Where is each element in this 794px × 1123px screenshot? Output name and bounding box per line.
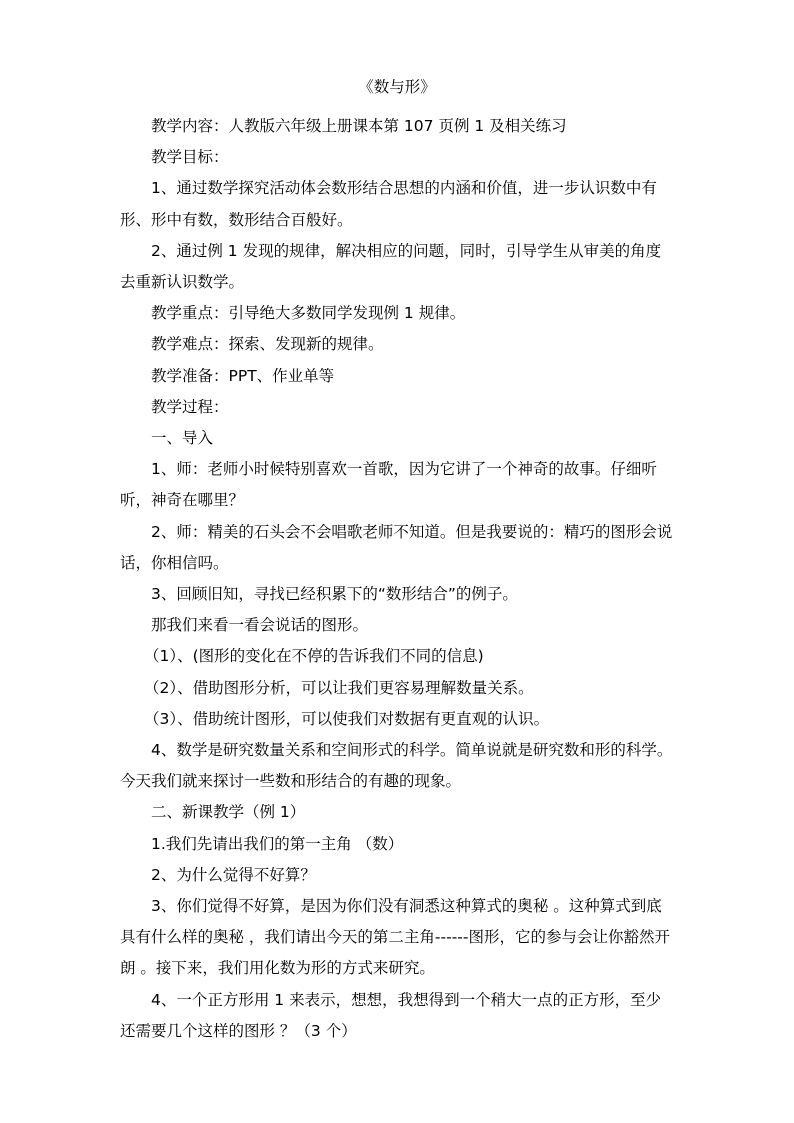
paragraph-lesson-2: 2、为什么觉得不好算？ xyxy=(151,865,316,884)
paragraph-teaching-content: 教学内容：人教版六年级上册课本第 107 页例 1 及相关练习 xyxy=(151,117,567,135)
document-title: 《数与形》 xyxy=(358,78,436,96)
paragraph-intro-2: 2、师：精美的石头会不会唱歌老师不知道。但是我要说的：精巧的图形会说话，你相信吗。 xyxy=(120,522,673,572)
paragraph-example-1: （1）、(图形的变化在不停的告诉我们不同的信息) xyxy=(144,647,484,666)
paragraph-lesson-3: 3、你们觉得不好算，是因为你们没有洞悉这种算式的奥秘 。这种算式到底具有什么样的奥秘 ，我们请出今天的第二主角------图形，它的参与会让你豁然开朗 。接下来，我们用化数为形的方式来研究。 xyxy=(120,897,670,978)
paragraph-teaching-goals-heading: 教学目标： xyxy=(151,148,229,167)
paragraph-process-heading: 教学过程： xyxy=(151,397,229,416)
paragraph-preparation: 教学准备：PPT、作业单等 xyxy=(151,366,335,385)
paragraph-goal-1: 1、通过数学探究活动体会数形结合思想的内涵和价值，进一步认识数中有形、形中有数，数形结合百般好。 xyxy=(120,179,657,229)
paragraph-lesson-1: 1.我们先请出我们的第一主角 （数） xyxy=(151,834,404,853)
document-body xyxy=(120,111,676,1047)
paragraph-intro-4: 4、数学是研究数量关系和空间形式的科学。简单说就是研究数和形的科学。今天我们就来探讨一些数和形结合的有趣的现象。 xyxy=(120,741,673,791)
paragraph-difficulty: 教学难点：探索、发现新的规律。 xyxy=(151,335,384,354)
section-heading-intro: 一、导入 xyxy=(151,429,214,448)
paragraph-example-2: （2）、借助图形分析，可以让我们更容易理解数量关系。 xyxy=(144,678,534,697)
section-heading-new-lesson: 二、新课教学（例 1） xyxy=(151,803,306,822)
paragraph-lesson-4: 4、一个正方形用 1 来表示，想想，我想得到一个稍大一点的正方形，至少还需要几个这样的图形 ？（3 个） xyxy=(120,990,662,1040)
paragraph-intro-look: 那我们来看一看会说话的图形。 xyxy=(151,616,369,635)
paragraph-intro-1: 1、师：老师小时候特别喜欢一首歌，因为它讲了一个神奇的故事。仔细听听，神奇在哪里？ xyxy=(120,460,657,510)
paragraph-intro-3: 3、回顾旧知，寻找已经积累下的“数形结合”的例子。 xyxy=(151,585,518,604)
paragraph-example-3: （3）、借助统计图形，可以使我们对数据有更直观的认识。 xyxy=(144,709,550,728)
paragraph-key-point: 教学重点：引导绝大多数同学发现例 1 规律。 xyxy=(151,304,466,323)
paragraph-goal-2: 2、通过例 1 发现的规律，解决相应的问题，同时，引导学生从审美的角度去重新认识数学。 xyxy=(120,241,662,292)
